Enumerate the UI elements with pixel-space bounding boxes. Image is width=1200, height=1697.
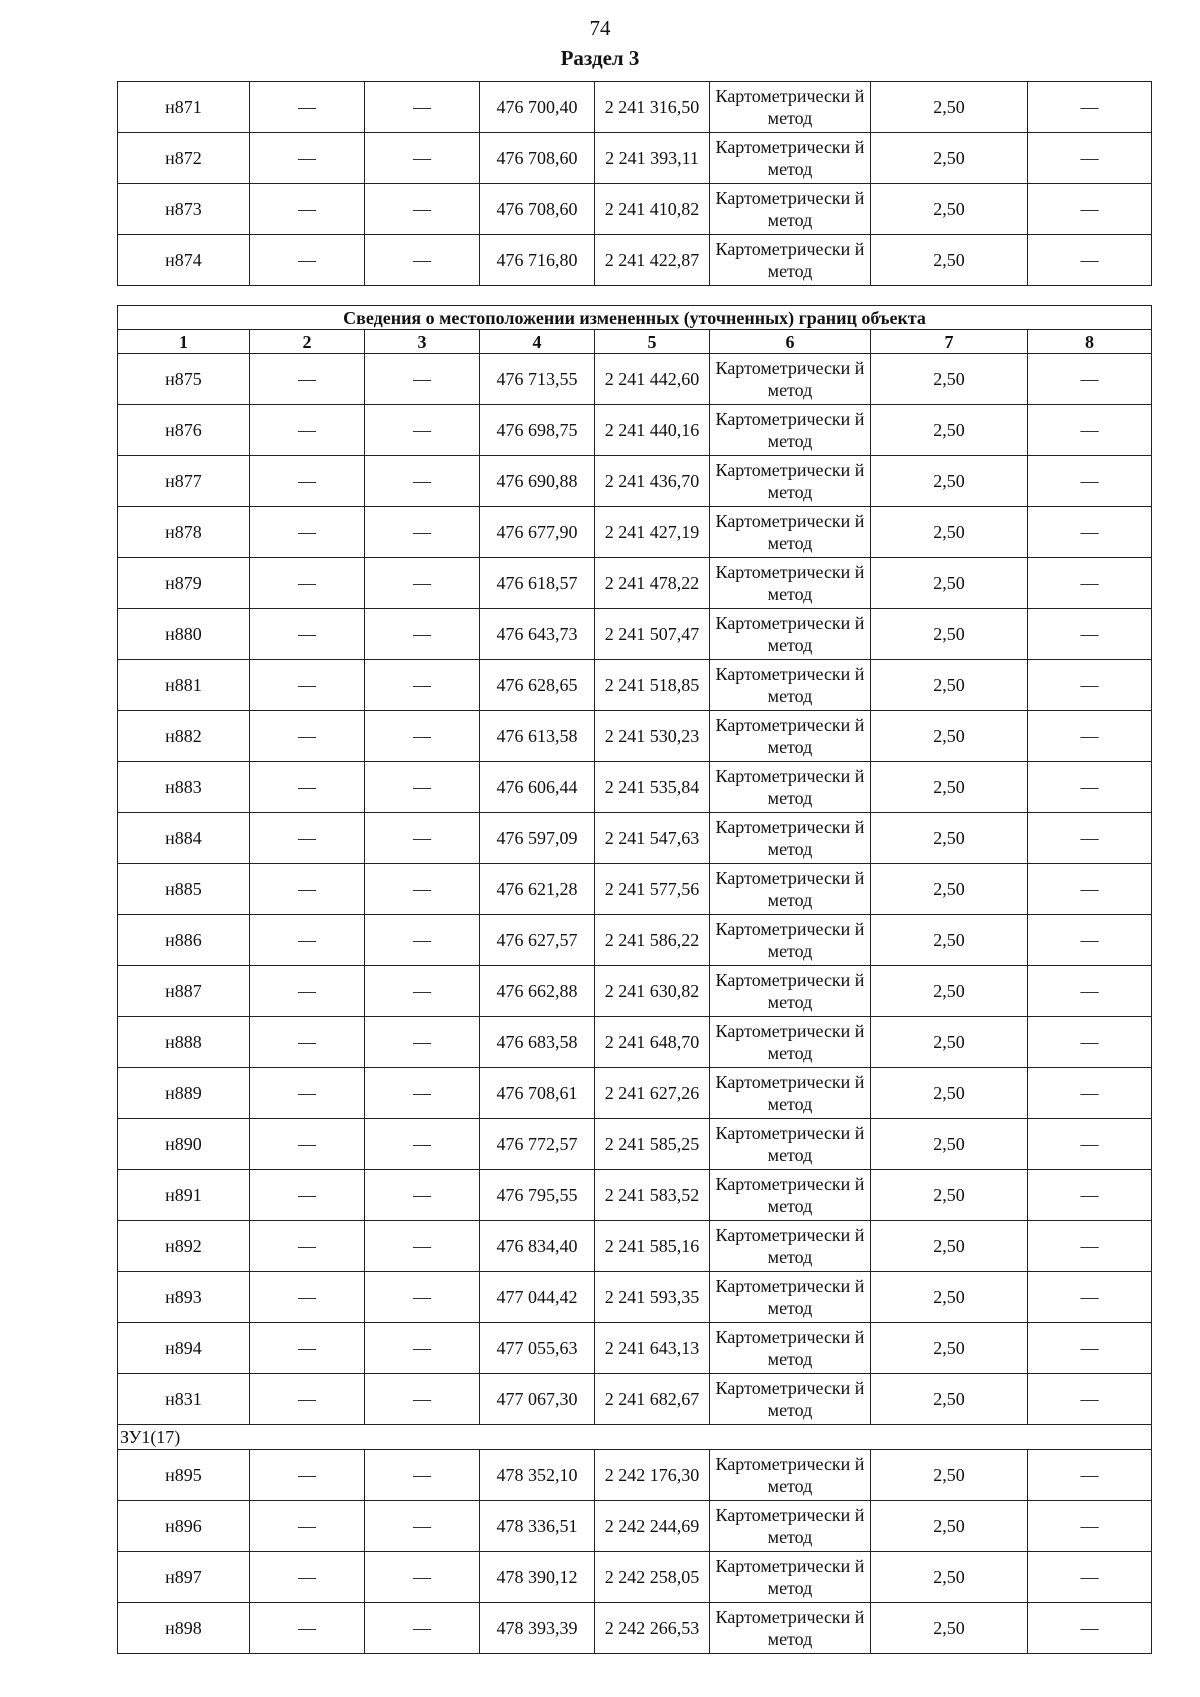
column-3-cell: — bbox=[365, 1170, 480, 1221]
column-header: 8 bbox=[1028, 330, 1152, 354]
point-number-cell: н879 bbox=[118, 558, 250, 609]
table-row bbox=[118, 864, 1152, 915]
column-3-cell: — bbox=[365, 1552, 480, 1603]
column-8-cell: — bbox=[1028, 966, 1152, 1017]
accuracy-cell: 2,50 bbox=[871, 1017, 1028, 1068]
x-coordinate-cell: 477 067,30 bbox=[480, 1374, 595, 1425]
y-coordinate-cell: 2 241 507,47 bbox=[595, 609, 710, 660]
column-2-cell: — bbox=[250, 1170, 365, 1221]
point-number-cell: н883 bbox=[118, 762, 250, 813]
x-coordinate-cell: 476 621,28 bbox=[480, 864, 595, 915]
y-coordinate-cell: 2 241 422,87 bbox=[595, 235, 710, 286]
method-cell: Картометрически й метод bbox=[710, 405, 871, 456]
method-cell: Картометрически й метод bbox=[710, 915, 871, 966]
x-coordinate-cell: 476 683,58 bbox=[480, 1017, 595, 1068]
column-header: 4 bbox=[480, 330, 595, 354]
column-8-cell: — bbox=[1028, 1501, 1152, 1552]
table-row bbox=[118, 235, 1152, 286]
x-coordinate-cell: 476 690,88 bbox=[480, 456, 595, 507]
point-number-cell: н885 bbox=[118, 864, 250, 915]
column-3-cell: — bbox=[365, 864, 480, 915]
method-cell: Картометрически й метод bbox=[710, 1501, 871, 1552]
method-cell: Картометрически й метод bbox=[710, 1552, 871, 1603]
column-8-cell: — bbox=[1028, 1068, 1152, 1119]
y-coordinate-cell: 2 241 648,70 bbox=[595, 1017, 710, 1068]
column-2-cell: — bbox=[250, 1450, 365, 1501]
column-3-cell: — bbox=[365, 1017, 480, 1068]
column-8-cell: — bbox=[1028, 456, 1152, 507]
method-cell: Картометрически й метод bbox=[710, 966, 871, 1017]
column-2-cell: — bbox=[250, 864, 365, 915]
x-coordinate-cell: 476 597,09 bbox=[480, 813, 595, 864]
accuracy-cell: 2,50 bbox=[871, 133, 1028, 184]
x-coordinate-cell: 478 390,12 bbox=[480, 1552, 595, 1603]
y-coordinate-cell: 2 241 630,82 bbox=[595, 966, 710, 1017]
accuracy-cell: 2,50 bbox=[871, 507, 1028, 558]
column-3-cell: — bbox=[365, 1221, 480, 1272]
column-2-cell: — bbox=[250, 82, 365, 133]
column-2-cell: — bbox=[250, 354, 365, 405]
point-number-cell: н831 bbox=[118, 1374, 250, 1425]
method-cell: Картометрически й метод bbox=[710, 133, 871, 184]
method-cell: Картометрически й метод bbox=[710, 558, 871, 609]
y-coordinate-cell: 2 242 266,53 bbox=[595, 1603, 710, 1654]
y-coordinate-cell: 2 242 176,30 bbox=[595, 1450, 710, 1501]
column-8-cell: — bbox=[1028, 1374, 1152, 1425]
x-coordinate-cell: 476 708,60 bbox=[480, 133, 595, 184]
table-row bbox=[118, 915, 1152, 966]
table-row bbox=[118, 1068, 1152, 1119]
accuracy-cell: 2,50 bbox=[871, 1501, 1028, 1552]
point-number-cell: н891 bbox=[118, 1170, 250, 1221]
column-3-cell: — bbox=[365, 1450, 480, 1501]
column-8-cell: — bbox=[1028, 354, 1152, 405]
y-coordinate-cell: 2 241 627,26 bbox=[595, 1068, 710, 1119]
column-2-cell: — bbox=[250, 1272, 365, 1323]
y-coordinate-cell: 2 241 530,23 bbox=[595, 711, 710, 762]
point-number-cell: н894 bbox=[118, 1323, 250, 1374]
column-3-cell: — bbox=[365, 762, 480, 813]
column-2-cell: — bbox=[250, 711, 365, 762]
y-coordinate-cell: 2 241 585,25 bbox=[595, 1119, 710, 1170]
column-8-cell: — bbox=[1028, 133, 1152, 184]
method-cell: Картометрически й метод bbox=[710, 711, 871, 762]
table-row bbox=[118, 1221, 1152, 1272]
table-row bbox=[118, 133, 1152, 184]
column-3-cell: — bbox=[365, 184, 480, 235]
x-coordinate-cell: 477 044,42 bbox=[480, 1272, 595, 1323]
point-number-cell: н882 bbox=[118, 711, 250, 762]
table-row bbox=[118, 711, 1152, 762]
x-coordinate-cell: 476 627,57 bbox=[480, 915, 595, 966]
coordinates-table-continued bbox=[117, 81, 1152, 286]
column-8-cell: — bbox=[1028, 1552, 1152, 1603]
table-row bbox=[118, 456, 1152, 507]
point-number-cell: н875 bbox=[118, 354, 250, 405]
point-number-cell: н884 bbox=[118, 813, 250, 864]
accuracy-cell: 2,50 bbox=[871, 456, 1028, 507]
y-coordinate-cell: 2 242 258,05 bbox=[595, 1552, 710, 1603]
column-2-cell: — bbox=[250, 1374, 365, 1425]
table-row bbox=[118, 507, 1152, 558]
y-coordinate-cell: 2 241 410,82 bbox=[595, 184, 710, 235]
column-8-cell: — bbox=[1028, 609, 1152, 660]
y-coordinate-cell: 2 241 586,22 bbox=[595, 915, 710, 966]
column-3-cell: — bbox=[365, 558, 480, 609]
point-number-cell: н889 bbox=[118, 1068, 250, 1119]
table-caption: Сведения о местоположении измененных (уточненных) границ объекта bbox=[118, 306, 1152, 330]
accuracy-cell: 2,50 bbox=[871, 864, 1028, 915]
column-3-cell: — bbox=[365, 1603, 480, 1654]
point-number-cell: н880 bbox=[118, 609, 250, 660]
method-cell: Картометрически й метод bbox=[710, 660, 871, 711]
column-3-cell: — bbox=[365, 1068, 480, 1119]
y-coordinate-cell: 2 241 478,22 bbox=[595, 558, 710, 609]
column-3-cell: — bbox=[365, 1119, 480, 1170]
column-8-cell: — bbox=[1028, 762, 1152, 813]
y-coordinate-cell: 2 241 442,60 bbox=[595, 354, 710, 405]
table-row bbox=[118, 1272, 1152, 1323]
method-cell: Картометрически й метод bbox=[710, 235, 871, 286]
column-3-cell: — bbox=[365, 82, 480, 133]
column-2-cell: — bbox=[250, 507, 365, 558]
table-row bbox=[118, 1374, 1152, 1425]
table-row bbox=[118, 82, 1152, 133]
column-2-cell: — bbox=[250, 1017, 365, 1068]
column-2-cell: — bbox=[250, 1501, 365, 1552]
accuracy-cell: 2,50 bbox=[871, 405, 1028, 456]
group-label: ЗУ1(17) bbox=[118, 1425, 1152, 1450]
column-3-cell: — bbox=[365, 1323, 480, 1374]
point-number-cell: н898 bbox=[118, 1603, 250, 1654]
y-coordinate-cell: 2 241 535,84 bbox=[595, 762, 710, 813]
point-number-cell: н877 bbox=[118, 456, 250, 507]
accuracy-cell: 2,50 bbox=[871, 813, 1028, 864]
accuracy-cell: 2,50 bbox=[871, 1068, 1028, 1119]
accuracy-cell: 2,50 bbox=[871, 184, 1028, 235]
point-number-cell: н874 bbox=[118, 235, 250, 286]
column-8-cell: — bbox=[1028, 507, 1152, 558]
method-cell: Картометрически й метод bbox=[710, 82, 871, 133]
y-coordinate-cell: 2 241 427,19 bbox=[595, 507, 710, 558]
column-3-cell: — bbox=[365, 456, 480, 507]
table-row bbox=[118, 405, 1152, 456]
column-8-cell: — bbox=[1028, 235, 1152, 286]
column-3-cell: — bbox=[365, 507, 480, 558]
table-row bbox=[118, 354, 1152, 405]
point-number-cell: н887 bbox=[118, 966, 250, 1017]
column-8-cell: — bbox=[1028, 405, 1152, 456]
method-cell: Картометрически й метод bbox=[710, 1170, 871, 1221]
table-row bbox=[118, 813, 1152, 864]
method-cell: Картометрически й метод bbox=[710, 864, 871, 915]
accuracy-cell: 2,50 bbox=[871, 762, 1028, 813]
column-3-cell: — bbox=[365, 660, 480, 711]
y-coordinate-cell: 2 241 643,13 bbox=[595, 1323, 710, 1374]
column-2-cell: — bbox=[250, 405, 365, 456]
method-cell: Картометрически й метод bbox=[710, 184, 871, 235]
y-coordinate-cell: 2 241 577,56 bbox=[595, 864, 710, 915]
x-coordinate-cell: 476 708,60 bbox=[480, 184, 595, 235]
table-caption-row bbox=[118, 306, 1152, 330]
x-coordinate-cell: 476 713,55 bbox=[480, 354, 595, 405]
column-8-cell: — bbox=[1028, 813, 1152, 864]
y-coordinate-cell: 2 241 585,16 bbox=[595, 1221, 710, 1272]
column-8-cell: — bbox=[1028, 711, 1152, 762]
method-cell: Картометрически й метод bbox=[710, 762, 871, 813]
method-cell: Картометрически й метод bbox=[710, 1603, 871, 1654]
column-3-cell: — bbox=[365, 235, 480, 286]
column-header: 6 bbox=[710, 330, 871, 354]
table-row bbox=[118, 1170, 1152, 1221]
y-coordinate-cell: 2 241 518,85 bbox=[595, 660, 710, 711]
column-2-cell: — bbox=[250, 1068, 365, 1119]
column-2-cell: — bbox=[250, 1552, 365, 1603]
column-8-cell: — bbox=[1028, 184, 1152, 235]
table-row bbox=[118, 184, 1152, 235]
method-cell: Картометрически й метод bbox=[710, 1068, 871, 1119]
column-header: 3 bbox=[365, 330, 480, 354]
column-2-cell: — bbox=[250, 558, 365, 609]
x-coordinate-cell: 476 700,40 bbox=[480, 82, 595, 133]
x-coordinate-cell: 476 795,55 bbox=[480, 1170, 595, 1221]
y-coordinate-cell: 2 241 393,11 bbox=[595, 133, 710, 184]
accuracy-cell: 2,50 bbox=[871, 1552, 1028, 1603]
method-cell: Картометрически й метод bbox=[710, 507, 871, 558]
column-8-cell: — bbox=[1028, 1221, 1152, 1272]
x-coordinate-cell: 476 708,61 bbox=[480, 1068, 595, 1119]
method-cell: Картометрически й метод bbox=[710, 354, 871, 405]
point-number-cell: н895 bbox=[118, 1450, 250, 1501]
column-8-cell: — bbox=[1028, 1603, 1152, 1654]
column-2-cell: — bbox=[250, 813, 365, 864]
x-coordinate-cell: 476 677,90 bbox=[480, 507, 595, 558]
column-2-cell: — bbox=[250, 1323, 365, 1374]
y-coordinate-cell: 2 241 316,50 bbox=[595, 82, 710, 133]
x-coordinate-cell: 476 643,73 bbox=[480, 609, 595, 660]
column-3-cell: — bbox=[365, 915, 480, 966]
column-3-cell: — bbox=[365, 354, 480, 405]
column-8-cell: — bbox=[1028, 1272, 1152, 1323]
column-2-cell: — bbox=[250, 456, 365, 507]
accuracy-cell: 2,50 bbox=[871, 915, 1028, 966]
column-8-cell: — bbox=[1028, 864, 1152, 915]
column-3-cell: — bbox=[365, 1272, 480, 1323]
column-3-cell: — bbox=[365, 1501, 480, 1552]
accuracy-cell: 2,50 bbox=[871, 354, 1028, 405]
x-coordinate-cell: 476 772,57 bbox=[480, 1119, 595, 1170]
page-number: 74 bbox=[589, 16, 611, 40]
point-number-cell: н881 bbox=[118, 660, 250, 711]
column-8-cell: — bbox=[1028, 1119, 1152, 1170]
table-row bbox=[118, 1450, 1152, 1501]
method-cell: Картометрически й метод bbox=[710, 1017, 871, 1068]
method-cell: Картометрически й метод bbox=[710, 456, 871, 507]
column-8-cell: — bbox=[1028, 1323, 1152, 1374]
table-row bbox=[118, 1017, 1152, 1068]
x-coordinate-cell: 476 698,75 bbox=[480, 405, 595, 456]
table-row bbox=[118, 558, 1152, 609]
column-3-cell: — bbox=[365, 133, 480, 184]
column-2-cell: — bbox=[250, 235, 365, 286]
accuracy-cell: 2,50 bbox=[871, 1450, 1028, 1501]
column-header: 7 bbox=[871, 330, 1028, 354]
point-number-cell: н878 bbox=[118, 507, 250, 558]
y-coordinate-cell: 2 241 547,63 bbox=[595, 813, 710, 864]
column-2-cell: — bbox=[250, 609, 365, 660]
column-8-cell: — bbox=[1028, 558, 1152, 609]
point-number-cell: н876 bbox=[118, 405, 250, 456]
y-coordinate-cell: 2 241 436,70 bbox=[595, 456, 710, 507]
table-row bbox=[118, 1552, 1152, 1603]
table-body bbox=[118, 82, 1152, 286]
x-coordinate-cell: 476 628,65 bbox=[480, 660, 595, 711]
column-3-cell: — bbox=[365, 966, 480, 1017]
accuracy-cell: 2,50 bbox=[871, 1374, 1028, 1425]
column-8-cell: — bbox=[1028, 660, 1152, 711]
accuracy-cell: 2,50 bbox=[871, 711, 1028, 762]
point-number-cell: н896 bbox=[118, 1501, 250, 1552]
column-2-cell: — bbox=[250, 1603, 365, 1654]
column-3-cell: — bbox=[365, 609, 480, 660]
accuracy-cell: 2,50 bbox=[871, 1119, 1028, 1170]
method-cell: Картометрически й метод bbox=[710, 1119, 871, 1170]
column-2-cell: — bbox=[250, 915, 365, 966]
column-8-cell: — bbox=[1028, 82, 1152, 133]
x-coordinate-cell: 478 393,39 bbox=[480, 1603, 595, 1654]
y-coordinate-cell: 2 241 593,35 bbox=[595, 1272, 710, 1323]
x-coordinate-cell: 476 716,80 bbox=[480, 235, 595, 286]
x-coordinate-cell: 476 613,58 bbox=[480, 711, 595, 762]
x-coordinate-cell: 476 662,88 bbox=[480, 966, 595, 1017]
x-coordinate-cell: 478 336,51 bbox=[480, 1501, 595, 1552]
column-3-cell: — bbox=[365, 1374, 480, 1425]
column-2-cell: — bbox=[250, 1221, 365, 1272]
y-coordinate-cell: 2 241 583,52 bbox=[595, 1170, 710, 1221]
table-row bbox=[118, 1501, 1152, 1552]
point-number-cell: н872 bbox=[118, 133, 250, 184]
accuracy-cell: 2,50 bbox=[871, 1221, 1028, 1272]
column-3-cell: — bbox=[365, 405, 480, 456]
column-2-cell: — bbox=[250, 184, 365, 235]
point-number-cell: н890 bbox=[118, 1119, 250, 1170]
method-cell: Картометрически й метод bbox=[710, 1272, 871, 1323]
point-number-cell: н871 bbox=[118, 82, 250, 133]
method-cell: Картометрически й метод bbox=[710, 609, 871, 660]
x-coordinate-cell: 476 834,40 bbox=[480, 1221, 595, 1272]
table-row bbox=[118, 762, 1152, 813]
table-row bbox=[118, 966, 1152, 1017]
accuracy-cell: 2,50 bbox=[871, 1603, 1028, 1654]
point-number-cell: н892 bbox=[118, 1221, 250, 1272]
accuracy-cell: 2,50 bbox=[871, 235, 1028, 286]
method-cell: Картометрически й метод bbox=[710, 1374, 871, 1425]
boundary-coordinates-table bbox=[117, 305, 1152, 1654]
point-number-cell: н893 bbox=[118, 1272, 250, 1323]
x-coordinate-cell: 478 352,10 bbox=[480, 1450, 595, 1501]
method-cell: Картометрически й метод bbox=[710, 1450, 871, 1501]
group-row bbox=[118, 1425, 1152, 1450]
column-8-cell: — bbox=[1028, 1017, 1152, 1068]
accuracy-cell: 2,50 bbox=[871, 82, 1028, 133]
method-cell: Картометрически й метод bbox=[710, 813, 871, 864]
column-3-cell: — bbox=[365, 711, 480, 762]
point-number-cell: н897 bbox=[118, 1552, 250, 1603]
method-cell: Картометрически й метод bbox=[710, 1323, 871, 1374]
column-2-cell: — bbox=[250, 762, 365, 813]
table-row bbox=[118, 660, 1152, 711]
accuracy-cell: 2,50 bbox=[871, 1323, 1028, 1374]
accuracy-cell: 2,50 bbox=[871, 609, 1028, 660]
column-header: 5 bbox=[595, 330, 710, 354]
column-header: 2 bbox=[250, 330, 365, 354]
y-coordinate-cell: 2 241 440,16 bbox=[595, 405, 710, 456]
point-number-cell: н873 bbox=[118, 184, 250, 235]
y-coordinate-cell: 2 242 244,69 bbox=[595, 1501, 710, 1552]
table-header-row bbox=[118, 330, 1152, 354]
accuracy-cell: 2,50 bbox=[871, 966, 1028, 1017]
table-row bbox=[118, 609, 1152, 660]
column-2-cell: — bbox=[250, 660, 365, 711]
column-2-cell: — bbox=[250, 1119, 365, 1170]
table-row bbox=[118, 1119, 1152, 1170]
accuracy-cell: 2,50 bbox=[871, 1170, 1028, 1221]
point-number-cell: н886 bbox=[118, 915, 250, 966]
x-coordinate-cell: 476 606,44 bbox=[480, 762, 595, 813]
point-number-cell: н888 bbox=[118, 1017, 250, 1068]
column-3-cell: — bbox=[365, 813, 480, 864]
x-coordinate-cell: 477 055,63 bbox=[480, 1323, 595, 1374]
column-8-cell: — bbox=[1028, 915, 1152, 966]
column-2-cell: — bbox=[250, 966, 365, 1017]
accuracy-cell: 2,50 bbox=[871, 1272, 1028, 1323]
table-row bbox=[118, 1603, 1152, 1654]
column-header: 1 bbox=[118, 330, 250, 354]
y-coordinate-cell: 2 241 682,67 bbox=[595, 1374, 710, 1425]
method-cell: Картометрически й метод bbox=[710, 1221, 871, 1272]
x-coordinate-cell: 476 618,57 bbox=[480, 558, 595, 609]
table-row bbox=[118, 1323, 1152, 1374]
column-2-cell: — bbox=[250, 133, 365, 184]
section-title: Раздел 3 bbox=[560, 46, 640, 70]
column-8-cell: — bbox=[1028, 1450, 1152, 1501]
accuracy-cell: 2,50 bbox=[871, 660, 1028, 711]
column-8-cell: — bbox=[1028, 1170, 1152, 1221]
accuracy-cell: 2,50 bbox=[871, 558, 1028, 609]
table-body bbox=[118, 306, 1152, 1654]
